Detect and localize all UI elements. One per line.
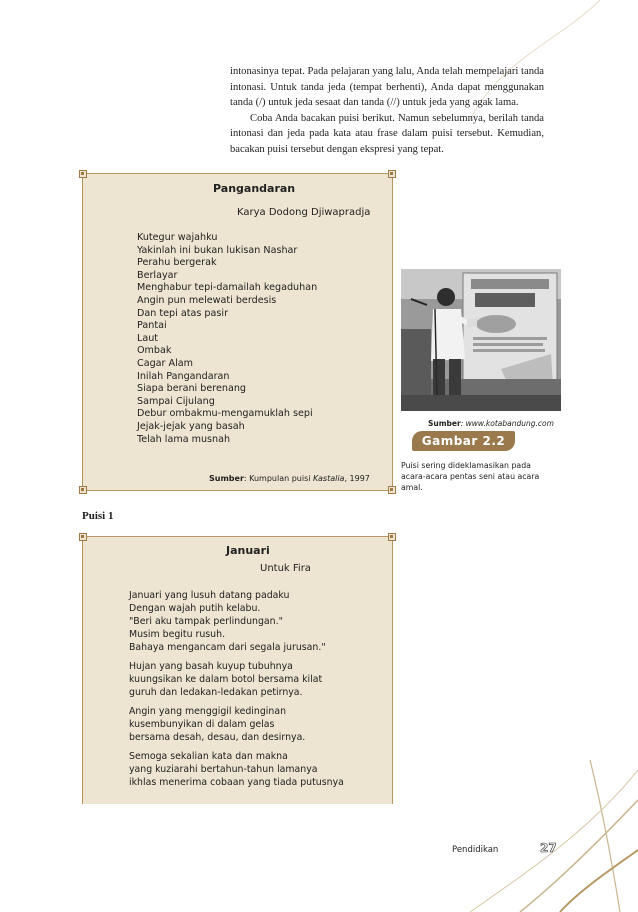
poem-stanza (129, 750, 344, 789)
poem-line: Dengan wajah putih kelabu. (129, 603, 261, 614)
figure-badge: Gambar 2.2 (412, 431, 515, 451)
page-number: 27 (540, 841, 557, 855)
corner-ornament (79, 486, 87, 494)
corner-ornament (79, 170, 87, 178)
intro-paragraph-1: intonasinya tepat. Pada pelajaran yang lalu, Anda telah mempelajari tanda intonasi. Untuk tanda jeda (tempat berhenti), Anda dapat menggunakan tanda (/) untuk jeda sesaat dan tanda (//) untuk jeda yang agak lama. (230, 66, 544, 108)
poem-line: ikhlas menerima cobaan yang tiada putusnya (129, 777, 344, 788)
poem-stanza (129, 589, 344, 654)
intro-paragraph-2: Coba Anda bacakan puisi berikut. Namun sebelumnya, berilah tanda intonasi dan jeda pada kata atau frase dalam puisi tersebut. Kemudian, bacakan puisi tersebut dengan ekspresi yang tepat. (230, 112, 544, 155)
corner-ornament (388, 533, 396, 541)
poem-line: "Beri aku tampak perlindungan." (129, 616, 283, 627)
poem-line: Siapa berani berenang (137, 383, 247, 395)
poem-line: Angin pun melewati berdesis (137, 294, 277, 306)
poem-line: Yakinlah ini bukan lukisan Nashar (137, 244, 298, 256)
poem-line: Januari yang lusuh datang padaku (129, 590, 290, 601)
puisi-label: Puisi 1 (82, 510, 114, 522)
poem-lines (129, 589, 344, 795)
source-book: Kastalia (313, 474, 345, 483)
poem-lines (137, 232, 317, 446)
corner-ornament (388, 486, 396, 494)
poem-line: Inilah Pangandaran (137, 370, 230, 382)
poem-line: Cagar Alam (137, 357, 193, 369)
poem-line: Perahu bergerak (137, 257, 217, 269)
poem-box-pangandaran (82, 173, 393, 491)
figure-source (428, 419, 554, 428)
poem-title: Januari (226, 544, 270, 557)
poem-line: kuungsikan ke dalam botol bersama kilat (129, 674, 323, 685)
poem-title: Pangandaran (213, 182, 296, 195)
corner-ornament (79, 533, 87, 541)
intro-text (230, 64, 544, 157)
poem-stanza (129, 660, 344, 699)
poem-line: kusembunyikan di dalam gelas (129, 719, 275, 730)
poem-line: Ombak (137, 345, 172, 357)
poem-line: Angin yang menggigil kedinginan (129, 706, 287, 717)
footer-subject: Pendidikan (452, 845, 499, 855)
figure-source-text: : www.kotabandung.com (460, 419, 554, 428)
poem-line: Jejak-jejak yang basah (137, 420, 245, 432)
source-year: , 1997 (344, 474, 370, 483)
poem-line: yang kuziarahi bertahun-tahun lamanya (129, 764, 318, 775)
poem-line: Pantai (137, 320, 167, 332)
poem-dedication: Untuk Fira (260, 563, 311, 574)
figure-source-label: Sumber (428, 419, 461, 428)
poem-line: Telah lama musnah (137, 433, 231, 445)
source-label: Sumber (209, 474, 244, 483)
poem-line: Bahaya mengancam dari segala jurusan." (129, 642, 326, 653)
figure-caption: Puisi sering dideklamasikan pada acara-acara pentas seni atau acara amal. (401, 461, 540, 492)
poem-line: Kutegur wajahku (137, 232, 218, 243)
poem-line: Semoga sekalian kata dan makna (129, 751, 288, 762)
poem-line: Dan tepi atas pasir (137, 307, 229, 319)
poem-source (209, 474, 370, 483)
source-text: : Kumpulan puisi (243, 474, 314, 483)
poem-line: Sampai Cijulang (137, 395, 215, 407)
poem-line: guruh dan ledakan-ledakan petirnya. (129, 687, 303, 698)
poem-line: Berlayar (137, 269, 178, 281)
poem-author: Karya Dodong Djiwapradja (237, 207, 371, 218)
poem-box-januari (82, 536, 393, 804)
poetry-reading-photo (401, 269, 561, 411)
poem-line: Laut (137, 332, 159, 344)
poem-stanza (129, 705, 344, 744)
corner-ornament (388, 170, 396, 178)
poem-line: Musim begitu rusuh. (129, 629, 226, 640)
poem-line: Menghabur tepi-damailah kegaduhan (137, 282, 318, 294)
poem-line: Debur ombakmu-mengamuklah sepi (137, 408, 313, 420)
poem-line: Hujan yang basah kuyup tubuhnya (129, 661, 293, 672)
poem-line: bersama desah, desau, dan desirnya. (129, 732, 306, 743)
